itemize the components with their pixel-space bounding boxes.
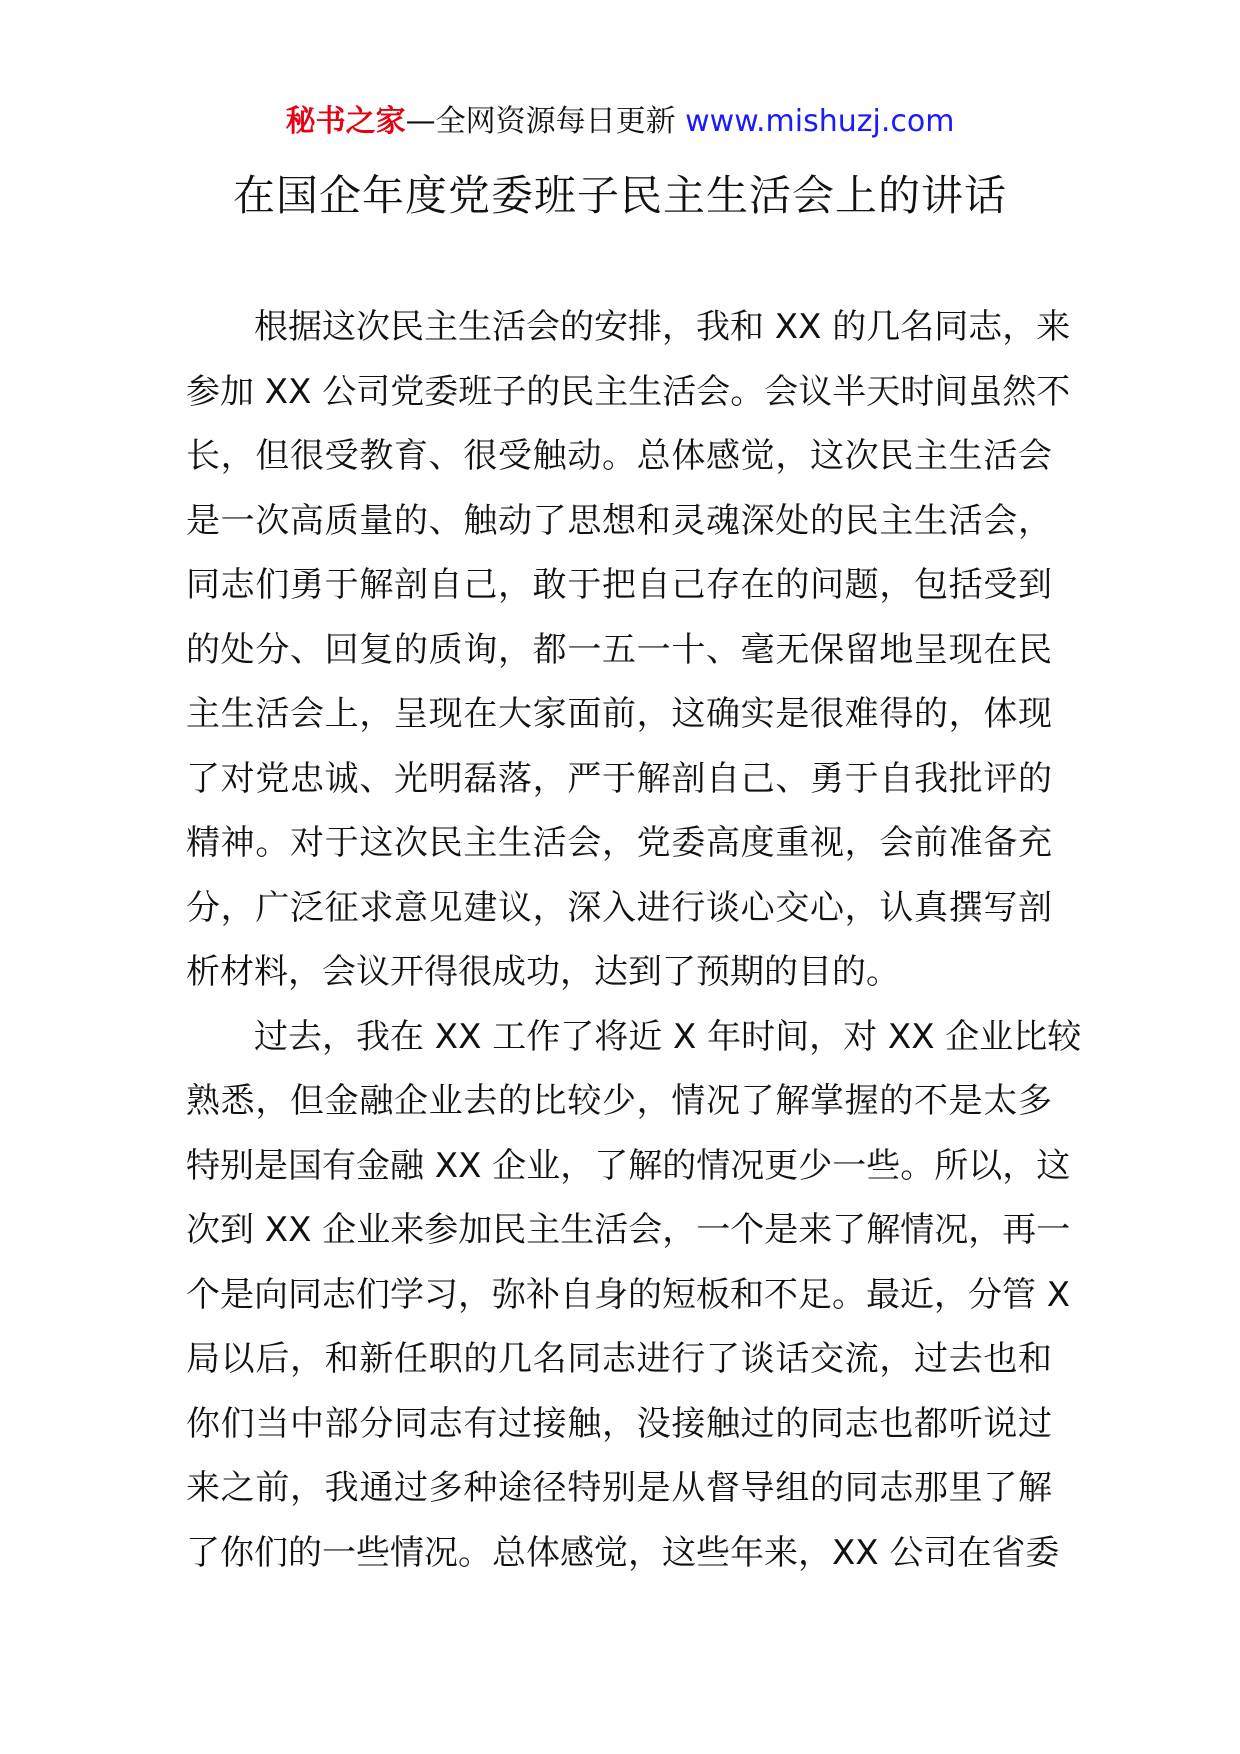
paragraph-1 [186, 295, 1071, 1005]
text-line: 你们当中部分同志有过接触，没接触过的同志也都听说过 [186, 1403, 1052, 1444]
text-line: 参加 XX 公司党委班子的民主生活会。会议半天时间虽然不 [186, 371, 1071, 412]
text-line: 同志们勇于解剖自己，敢于把自己存在的问题，包括受到 [186, 565, 1052, 605]
document-title: 在国企年度党委班子民主生活会上的讲话 [232, 171, 1007, 220]
site-url-link[interactable]: www.mishuzj.com [685, 104, 955, 139]
site-brand: 秘书之家 [285, 104, 406, 139]
text-line: 局以后，和新任职的几名同志进行了谈话交流，过去也和 [186, 1339, 1052, 1379]
site-header [0, 100, 1240, 144]
text-line: 特别是国有金融 XX 企业，了解的情况更少一些。所以，这 [186, 1145, 1071, 1186]
site-tagline: —全网资源每日更新 [405, 104, 676, 139]
text-line: 了对党忠诚、光明磊落，严于解剖自己、勇于自我批评的 [186, 758, 1052, 799]
text-line: 了你们的一些情况。总体感觉，这些年来，XX 公司在省委 [186, 1532, 1060, 1573]
paragraph-2 [186, 1005, 1082, 1586]
text-line: 是一次高质量的、触动了思想和灵魂深处的民主生活会， [186, 500, 1052, 541]
text-line: 个是向同志们学习，弥补自身的短板和不足。最近，分管 X [186, 1274, 1071, 1315]
text-line: 精神。对于这次民主生活会，党委高度重视，会前准备充 [186, 823, 1052, 863]
text-line: 熟悉，但金融企业去的比较少，情况了解掌握的不是太多 [186, 1081, 1052, 1121]
text-line: 次到 XX 企业来参加民主生活会，一个是来了解情况，再一 [186, 1210, 1071, 1250]
text-line: 的处分、回复的质询，都一五一十、毫无保留地呈现在民 [186, 629, 1052, 670]
text-line: 主生活会上，呈现在大家面前，这确实是很难得的，体现 [186, 694, 1052, 734]
text-line: 长，但很受教育、很受触动。总体感觉，这次民主生活会 [186, 436, 1052, 476]
text-line: 根据这次民主生活会的安排，我和 XX 的几名同志，来 [254, 307, 1071, 347]
text-line: 分，广泛征求意见建议，深入进行谈心交心，认真撰写剖 [186, 887, 1052, 928]
text-line: 来之前，我通过多种途径特别是从督导组的同志那里了解 [186, 1468, 1052, 1508]
document-body [186, 295, 1082, 1585]
text-line: 析材料，会议开得很成功，达到了预期的目的。 [186, 952, 900, 992]
text-line: 过去，我在 XX 工作了将近 X 年时间，对 XX 企业比较 [254, 1016, 1082, 1057]
